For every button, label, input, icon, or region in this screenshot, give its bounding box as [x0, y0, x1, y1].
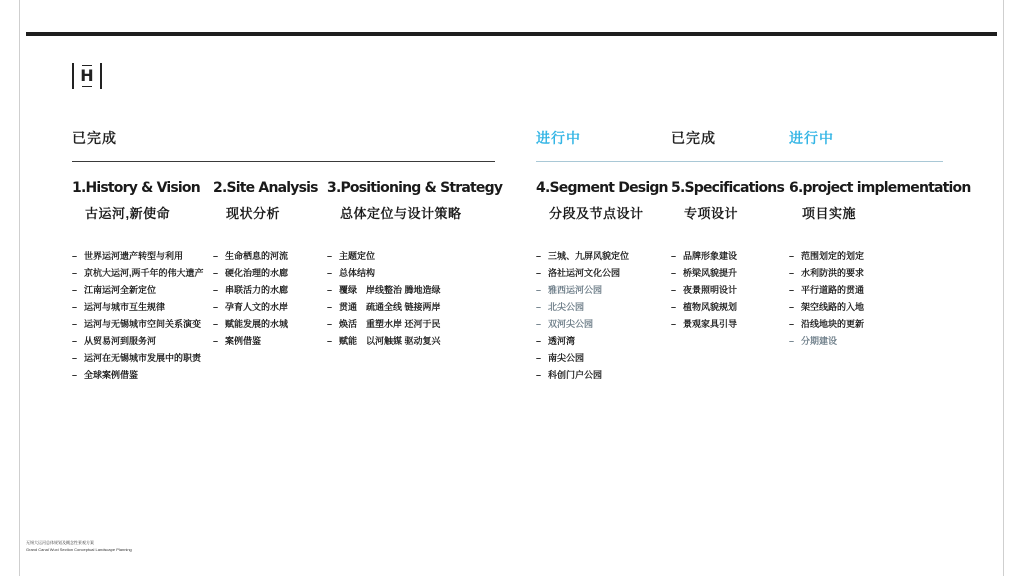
list-item: – 硬化治理的水廊 [213, 268, 289, 278]
top-divider-bar [26, 32, 997, 36]
column-title-cn: 分段及节点设计 [549, 206, 644, 221]
column-title-en: 2.Site Analysis [213, 180, 318, 196]
list-item: – 沿线地块的更新 [789, 319, 865, 329]
list-item: – 贯通 疏通全线 链接两岸 [327, 302, 441, 312]
column-title-cn: 古运河,新使命 [85, 206, 171, 221]
list-item: – 景观家具引导 [671, 319, 738, 329]
list-item: – 江南运河全新定位 [72, 285, 157, 295]
column-history-vision [72, 180, 204, 384]
list-item: – 覆绿 岸线整治 腾地造绿 [327, 285, 441, 295]
list-item: – 运河在无锡城市发展中的职责 [72, 353, 202, 363]
status-label-completed: 已完成 [72, 130, 117, 146]
list-item: – 全球案例借鉴 [72, 370, 139, 380]
list-item: – 夜景照明设计 [671, 285, 738, 295]
list-item: – 桥梁风貌提升 [671, 268, 738, 278]
list-item: – 植物风貌规划 [671, 302, 738, 312]
list-item-pending: – 分期建设 [789, 336, 838, 346]
column-title-en: 1.History & Vision [72, 180, 200, 196]
topic-list [327, 248, 502, 350]
column-title-en: 5.Specifications [671, 180, 785, 196]
footer-title-en: Grand Canal Wuxi Section Conceptual Landscape Planning [26, 547, 132, 552]
list-item-pending: – 双河尖公园 [536, 319, 594, 329]
list-item: – 世界运河遗产转型与利用 [72, 251, 184, 261]
list-item: – 运河与无锡城市空间关系演变 [72, 319, 202, 329]
column-title-cn: 现状分析 [226, 206, 281, 221]
left-margin-line [19, 0, 20, 576]
list-item: – 三城、九屏风貌定位 [536, 251, 630, 261]
list-item: – 平行道路的贯通 [789, 285, 865, 295]
list-item: – 赋能发展的水城 [213, 319, 289, 329]
list-item: – 焕活 重塑水岸 还河于民 [327, 319, 441, 329]
column-positioning-strategy [327, 180, 502, 350]
section-divider-in-progress [536, 161, 943, 162]
column-title-en: 3.Positioning & Strategy [327, 180, 503, 196]
right-margin-line [1003, 0, 1004, 576]
column-title-en: 4.Segment Design [536, 180, 668, 196]
list-item: – 京杭大运河,两千年的伟大遗产 [72, 268, 204, 278]
status-label-in-progress: 进行中 [536, 130, 581, 146]
list-item: – 主题定位 [327, 251, 376, 261]
column-title-cn: 总体定位与设计策略 [340, 206, 462, 221]
brand-logo [72, 63, 102, 89]
list-item: – 孕育人文的水岸 [213, 302, 289, 312]
list-item: – 案例借鉴 [213, 336, 262, 346]
footer-title-cn: 无锡大运河总体规划及概念性景观方案 [26, 540, 94, 545]
list-item: – 水利防洪的要求 [789, 268, 865, 278]
list-item: – 南尖公园 [536, 353, 585, 363]
status-label-completed: 已完成 [671, 130, 716, 146]
column-specifications [671, 180, 784, 333]
list-item: – 生命栖息的河流 [213, 251, 289, 261]
list-item: – 品牌形象建设 [671, 251, 738, 261]
topic-list [789, 248, 971, 350]
logo-letter: H [80, 66, 94, 85]
column-title-en: 6.project implementation [789, 180, 971, 196]
list-item: – 架空线路的入地 [789, 302, 865, 312]
column-segment-design [536, 180, 668, 384]
section-divider-completed [72, 161, 495, 162]
list-item: – 总体结构 [327, 268, 376, 278]
topic-list [72, 248, 204, 384]
list-item-pending: – 雅西运河公园 [536, 285, 603, 295]
footer-caption [26, 539, 132, 553]
list-item: – 范围划定的划定 [789, 251, 865, 261]
list-item: – 洛社运河文化公园 [536, 268, 621, 278]
topic-list [536, 248, 668, 384]
list-item: – 串联活力的水廊 [213, 285, 289, 295]
column-title-cn: 项目实施 [802, 206, 857, 221]
topic-list [213, 248, 318, 350]
column-site-analysis [213, 180, 318, 350]
status-label-in-progress: 进行中 [789, 130, 834, 146]
list-item: – 从贸易河到服务河 [72, 336, 157, 346]
list-item: – 科创门户公园 [536, 370, 603, 380]
list-item: – 透河湾 [536, 336, 576, 346]
list-item: – 运河与城市互生规律 [72, 302, 166, 312]
column-project-implementation [789, 180, 971, 350]
list-item-pending: – 北尖公园 [536, 302, 585, 312]
column-title-cn: 专项设计 [684, 206, 739, 221]
list-item: – 赋能 以河触媒 驱动复兴 [327, 336, 441, 346]
topic-list [671, 248, 784, 333]
